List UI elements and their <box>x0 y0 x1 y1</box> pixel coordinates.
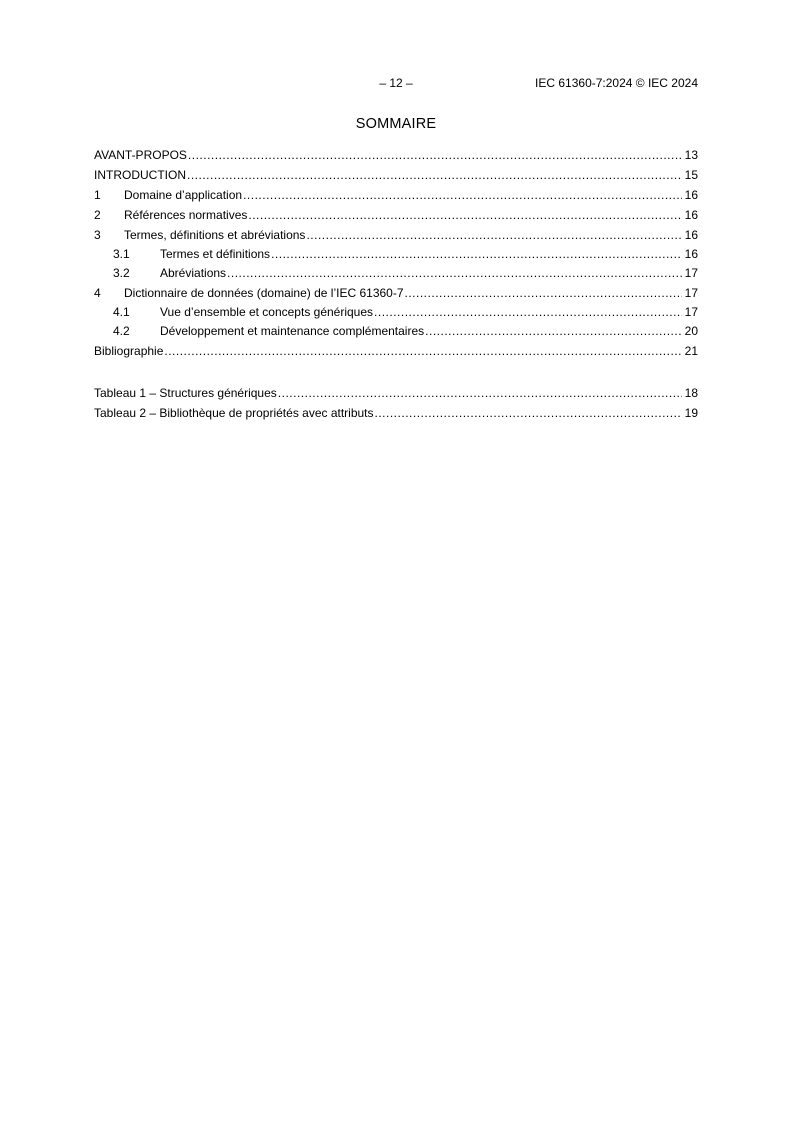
toc-entry-label: Termes, définitions et abréviations <box>124 228 306 242</box>
toc-leader-dots <box>248 205 682 225</box>
toc-leader-dots <box>375 403 682 423</box>
toc-leader-dots <box>243 185 682 205</box>
toc-entry-label: Termes et définitions <box>160 247 271 261</box>
toc-entry-number: 2 <box>94 208 101 222</box>
toc-entry-section-4-2[interactable] <box>94 322 698 341</box>
toc-entry-label: INTRODUCTION <box>94 168 186 182</box>
toc-leader-dots <box>164 341 682 361</box>
toc-entry-label: Vue d’ensemble et concepts génériques <box>160 305 374 319</box>
toc-entry-table-2[interactable] <box>94 403 698 423</box>
toc-entry-label: AVANT-PROPOS <box>94 148 187 162</box>
toc-leader-dots <box>271 245 682 264</box>
toc-entry-page: 17 <box>684 286 698 300</box>
toc-entry-page: 18 <box>684 386 698 400</box>
toc-entry-page: 13 <box>684 148 698 162</box>
toc-leader-dots <box>188 145 682 165</box>
toc-leader-dots <box>425 322 682 341</box>
toc-entry-section-1[interactable] <box>94 185 698 205</box>
toc-entry-label: Dictionnaire de données (domaine) de l’IEC 61360-7 <box>124 286 404 300</box>
toc-entry-number: 4.1 <box>113 305 130 319</box>
toc-entry-label: Domaine d’application <box>124 188 243 202</box>
toc-leader-dots <box>306 225 682 245</box>
toc-entry-number: 3 <box>94 228 101 242</box>
toc-leader-dots <box>405 283 682 303</box>
toc-entry-page: 15 <box>684 168 698 182</box>
toc-leader-dots <box>374 303 682 322</box>
toc-entry-page: 17 <box>684 305 698 319</box>
toc-entry-label: Tableau 2 – Bibliothèque de propriétés avec attributs <box>94 406 374 420</box>
toc-entry-page: 16 <box>684 228 698 242</box>
toc-entry-label: Références normatives <box>124 208 248 222</box>
page-title: SOMMAIRE <box>355 116 437 132</box>
toc-entry-number: 4.2 <box>113 324 130 338</box>
toc-entry-section-3-1[interactable] <box>94 245 698 264</box>
page-header <box>94 75 698 91</box>
toc-entry-page: 17 <box>684 266 698 280</box>
toc-spacer <box>94 361 698 383</box>
toc-entry-label: Tableau 1 – Structures génériques <box>94 386 277 400</box>
toc-entry-page: 20 <box>684 324 698 338</box>
toc-leader-dots <box>278 383 682 403</box>
toc-entry-number: 3.2 <box>113 266 130 280</box>
toc-entry-introduction[interactable] <box>94 165 698 185</box>
toc-entry-number: 3.1 <box>113 247 130 261</box>
toc-entry-page: 16 <box>684 247 698 261</box>
toc-entry-table-1[interactable] <box>94 383 698 403</box>
toc-entry-section-4[interactable] <box>94 283 698 303</box>
toc-entry-page: 16 <box>684 208 698 222</box>
toc-entry-bibliographie[interactable] <box>94 341 698 361</box>
toc-entry-label: Bibliographie <box>94 344 164 358</box>
toc-leader-dots <box>187 165 682 185</box>
toc-entry-label: Développement et maintenance complémentaires <box>160 324 425 338</box>
table-of-contents <box>94 145 698 423</box>
toc-entry-section-4-1[interactable] <box>94 303 698 322</box>
toc-entry-number: 1 <box>94 188 101 202</box>
toc-leader-dots <box>227 264 682 283</box>
toc-entry-number: 4 <box>94 286 101 300</box>
toc-entry-avant-propos[interactable] <box>94 145 698 165</box>
toc-entry-page: 16 <box>684 188 698 202</box>
toc-entry-page: 21 <box>684 344 698 358</box>
toc-entry-section-3[interactable] <box>94 225 698 245</box>
toc-entry-section-3-2[interactable] <box>94 264 698 283</box>
toc-entry-section-2[interactable] <box>94 205 698 225</box>
page-number: – 12 – <box>379 76 413 90</box>
document-reference: IEC 61360-7:2024 © IEC 2024 <box>535 76 698 90</box>
toc-entry-label: Abréviations <box>160 266 227 280</box>
toc-entry-page: 19 <box>684 406 698 420</box>
